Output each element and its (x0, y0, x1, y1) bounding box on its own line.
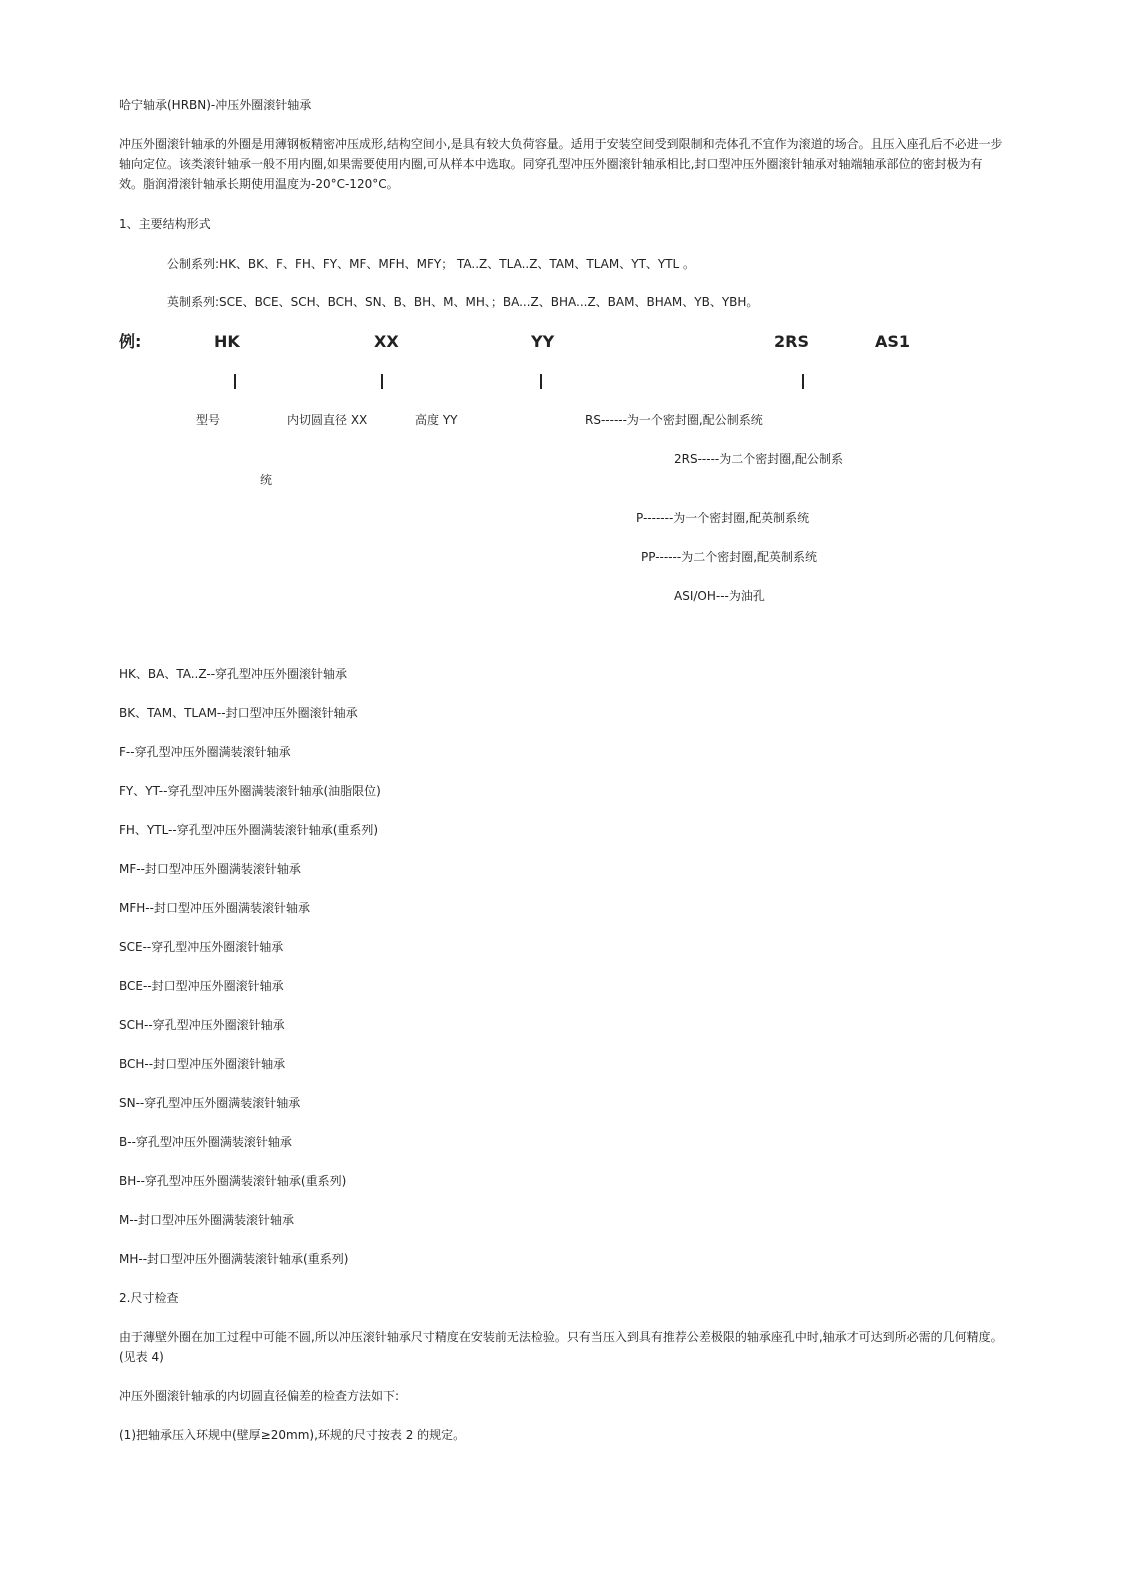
list-item: M--封口型冲压外圈满装滚针轴承 (119, 1213, 295, 1227)
list-item: BCH--封口型冲压外圈滚针轴承 (119, 1057, 286, 1071)
list-item: MH--封口型冲压外圈满装滚针轴承(重系列) (119, 1252, 349, 1266)
seal-note: PP------为二个密封圈,配英制系统 (641, 550, 818, 564)
example-code-yy: YY (531, 332, 555, 351)
desc-height: 高度 YY (415, 413, 458, 427)
seal-note: 2RS-----为二个密封圈,配公制系 (674, 452, 844, 466)
intro-paragraph: 冲压外圈滚针轴承的外圈是用薄钢板精密冲压成形,结构空间小,是具有较大负荷容量。适用于安装空间受到限制和壳体孔不宜作为滚道的场合。且压入座孔后不必进一步轴向定位。该类滚针轴承一般不用内圈,如果需要使用内圈,可从样本中选取。同穿孔型冲压外圈滚针轴承相比,封口型冲压外圈滚针轴承对轴端轴承部位的密封极为有效。脂润滑滚针轴承长期使用温度为-20°C-120°C。 (119, 137, 1003, 191)
list-item: BH--穿孔型冲压外圈满装滚针轴承(重系列) (119, 1174, 347, 1188)
list-item: FH、YTL--穿孔型冲压外圈满装滚针轴承(重系列) (119, 823, 379, 837)
list-item: FY、YT--穿孔型冲压外圈满装滚针轴承(油脂限位) (119, 784, 381, 798)
example-code-hk: HK (214, 332, 240, 351)
connector-line (540, 374, 542, 389)
metric-series-line: 公制系列:HK、BK、F、FH、FY、MF、MFH、MFY； TA..Z、TLA..Z、TAM、TLAM、YT、YTL 。 (167, 257, 696, 271)
list-item: SCH--穿孔型冲压外圈滚针轴承 (119, 1018, 285, 1032)
desc-model: 型号 (196, 413, 221, 427)
check-step-1: (1)把轴承压入环规中(壁厚≥20mm),环规的尺寸按表 2 的规定。 (119, 1428, 466, 1442)
list-item: BK、TAM、TLAM--封口型冲压外圈滚针轴承 (119, 706, 358, 720)
size-check-paragraph: 由于薄壁外圈在加工过程中可能不圆,所以冲压滚针轴承尺寸精度在安装前无法检验。只有当压入到具有推荐公差极限的轴承座孔中时,轴承才可达到所必需的几何精度。(见表 4) (119, 1330, 1003, 1364)
seal-note: P-------为一个密封圈,配英制系统 (636, 511, 810, 525)
seal-note: 统 (260, 473, 273, 487)
list-item: HK、BA、TA..Z--穿孔型冲压外圈滚针轴承 (119, 667, 348, 681)
doc-title: 哈宁轴承(HRBN)-冲压外圈滚针轴承 (119, 98, 312, 112)
example-code-xx: XX (374, 332, 399, 351)
imperial-series-line: 英制系列:SCE、BCE、SCH、BCH、SN、B、BH、M、MH、；BA...Z、BHA...Z、BAM、BHAM、YB、YBH。 (167, 295, 759, 309)
connector-line (234, 374, 236, 389)
list-item: F--穿孔型冲压外圈满装滚针轴承 (119, 745, 291, 759)
example-code-as1: AS1 (875, 332, 911, 351)
desc-diameter: 内切圆直径 XX (287, 413, 368, 427)
list-item: SCE--穿孔型冲压外圈滚针轴承 (119, 940, 284, 954)
list-item: BCE--封口型冲压外圈滚针轴承 (119, 979, 284, 993)
example-label: 例: (119, 332, 142, 351)
seal-note: ASI/OH---为油孔 (674, 589, 765, 603)
seal-note: RS------为一个密封圈,配公制系统 (585, 413, 763, 427)
section-heading-size-check: 2.尺寸检查 (119, 1291, 179, 1305)
list-item: B--穿孔型冲压外圈满装滚针轴承 (119, 1135, 292, 1149)
section-heading-structure: 1、主要结构形式 (119, 217, 211, 231)
example-code-2rs: 2RS (774, 332, 809, 351)
list-item: MFH--封口型冲压外圈满装滚针轴承 (119, 901, 310, 915)
list-item: SN--穿孔型冲压外圈满装滚针轴承 (119, 1096, 301, 1110)
list-item: MF--封口型冲压外圈满装滚针轴承 (119, 862, 301, 876)
connector-line (381, 374, 383, 389)
check-method-intro: 冲压外圈滚针轴承的内切圆直径偏差的检查方法如下: (119, 1389, 400, 1403)
connector-line (802, 374, 804, 389)
